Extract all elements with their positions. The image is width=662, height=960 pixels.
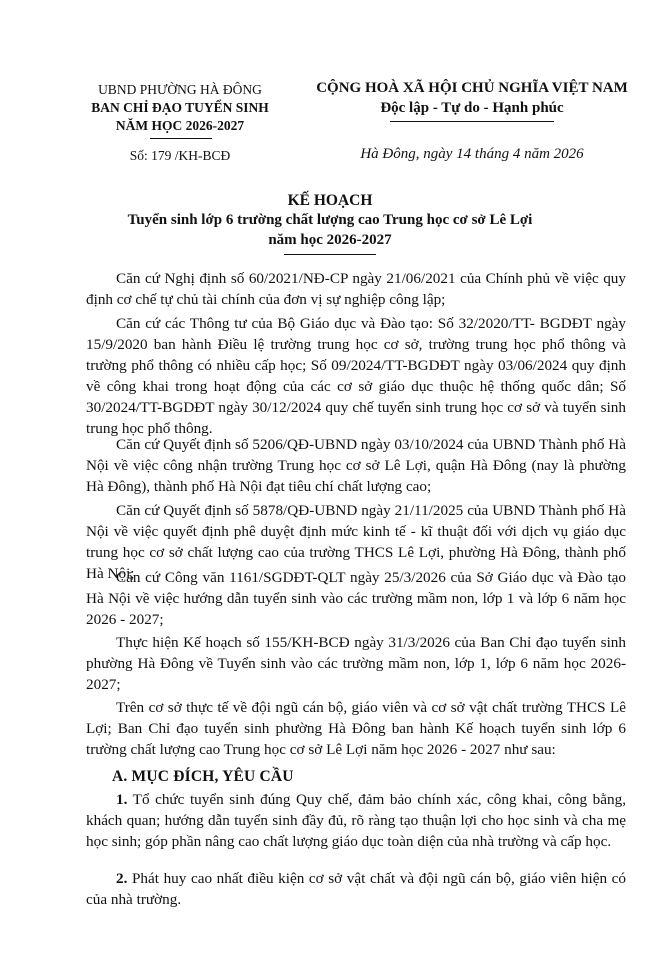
item-number: 2. — [116, 870, 128, 887]
paragraph-basis-6: Thực hiện Kế hoạch số 155/KH-BCĐ ngày 31/3/2026 của Ban Chỉ đạo tuyển sinh phường Hà Đông về Tuyển sinh vào các trường mầm non, lớp 1, lớp 6 năm học 2026-2027; — [86, 634, 626, 693]
paragraph-basis-2: Căn cứ các Thông tư của Bộ Giáo dục và Đào tạo: Số 32/2020/TT- BGDĐT ngày 15/9/2020 ban hành Điều lệ trường trung học cơ sở, trường trung học phổ thông và trường phổ thông có nhiều cấp học; Số 09/2024/TT-BGDĐT ngày 03/06/2024 quy định về công khai trong hoạt động của các cơ sở giáo dục thuộc hệ thống quốc dân; Số 30/2024/TT-BGDĐT ngày 30/12/2024 quy chế tuyển sinh trung học cơ sở và tuyển sinh trung học phổ thông. — [86, 315, 626, 437]
issuer-line-1: UBND PHƯỜNG HÀ ĐÔNG — [98, 82, 262, 97]
title-underline — [284, 254, 376, 255]
item-number: 1. — [116, 791, 128, 808]
motto-underline — [390, 121, 554, 122]
paragraph-basis-7: Trên cơ sở thực tế về đội ngũ cán bộ, giáo viên và cơ sở vật chất trường THCS Lê Lợi; Ban Chỉ đạo tuyển sinh phường Hà Đông ban hành Kế hoạch tuyển sinh lớp 6 trường chất lượng cao Trung học cơ sở Lê Lợi năm học 2026 - 2027 như sau: — [86, 699, 626, 758]
issuer-line-3: NĂM HỌC 2026-2027 — [115, 118, 245, 133]
paragraph-basis-1: Căn cứ Nghị định số 60/2021/NĐ-CP ngày 21/06/2021 của Chính phủ về việc quy định cơ chế tự chủ tài chính của đơn vị sự nghiệp công lập; — [86, 270, 626, 308]
paragraph-basis-3: Căn cứ Quyết định số 5206/QĐ-UBND ngày 03/10/2024 của UBND Thành phố Hà Nội về việc công nhận trường Trung học cơ sở Lê Lợi, quận Hà Đông (nay là phường Hà Đông), thành phố Hà Nội đạt tiêu chí chất lượng cao; — [86, 436, 626, 495]
section-a-item-2 — [86, 868, 626, 910]
paragraph-basis-5: Căn cứ Công văn 1161/SGDĐT-QLT ngày 25/3/2026 của Sở Giáo dục và Đào tạo Hà Nội về việc hướng dẫn tuyển sinh vào các trường mầm non, lớp 1 và lớp 6 năm học 2026 - 2027; — [86, 569, 626, 628]
section-a-heading: A. MỤC ĐÍCH, YÊU CẦU — [112, 768, 294, 785]
national-motto: Độc lập - Tự do - Hạnh phúc — [380, 100, 564, 116]
paragraph-basis-4: Căn cứ Quyết định số 5878/QĐ-UBND ngày 21/11/2025 của UBND Thành phố Hà Nội về việc quyết định phê duyệt định mức kinh tế - kĩ thuật đối với dịch vụ giáo dục trung học cơ sở chất lượng cao của trường THCS Lê Lợi, phường Hà Đông, thành phố Hà Nội; — [86, 502, 626, 582]
national-title: CỘNG HOÀ XÃ HỘI CHỦ NGHĨA VIỆT NAM — [316, 80, 628, 96]
document-number: Số: 179 /KH-BCĐ — [129, 148, 231, 163]
document-subtitle-2: năm học 2026-2027 — [268, 232, 392, 248]
document-subtitle-1: Tuyển sinh lớp 6 trường chất lượng cao Trung học cơ sở Lê Lợi — [127, 212, 533, 228]
document-kind: KẾ HOẠCH — [287, 192, 373, 209]
section-a-item-1 — [86, 789, 626, 852]
item-text: Phát huy cao nhất điều kiện cơ sở vật chất và đội ngũ cán bộ, giáo viên hiện có của nhà trường. — [86, 870, 626, 908]
item-text: Tổ chức tuyển sinh đúng Quy chế, đảm bảo chính xác, công khai, công bằng, khách quan; hướng dẫn tuyển sinh đầy đủ, rõ ràng tạo thuận lợi cho học sinh và cha mẹ học sinh; góp phần nâng cao chất lượng giáo dục toàn diện của nhà trường và cấp học. — [86, 791, 626, 850]
issuer-line-2: BAN CHỈ ĐẠO TUYỂN SINH — [91, 100, 269, 115]
issuer-underline — [150, 138, 212, 139]
place-date: Hà Đông, ngày 14 tháng 4 năm 2026 — [360, 146, 584, 162]
